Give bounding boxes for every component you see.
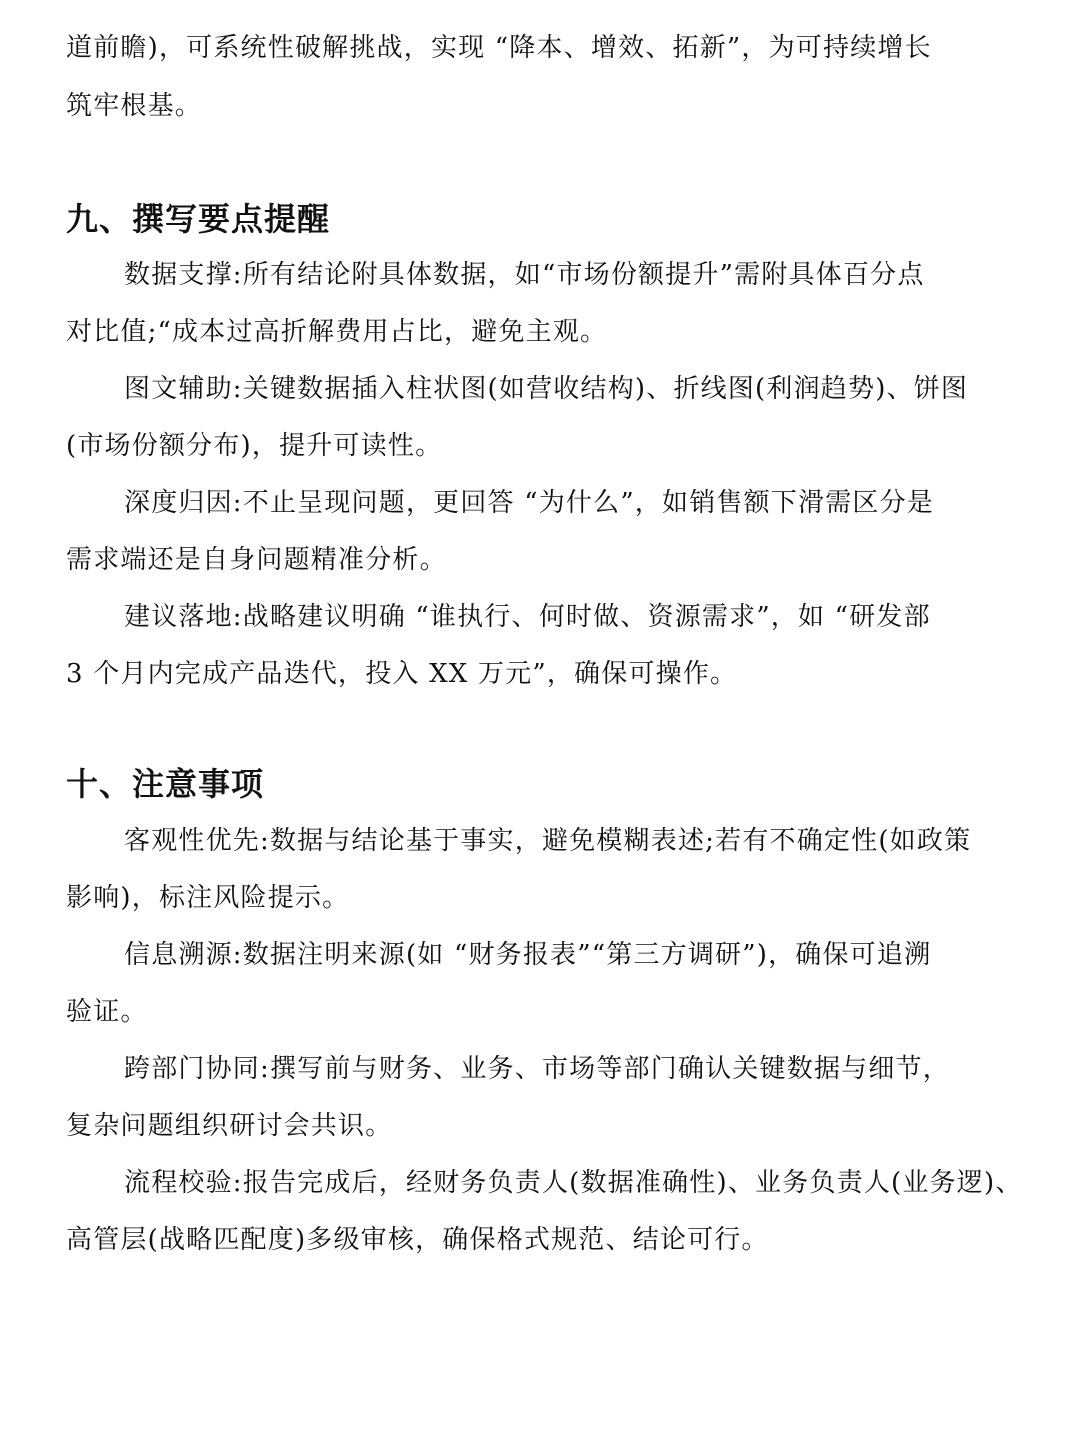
section-10-p4-line-1: 流程校验:报告完成后，经财务负责人(数据准确性)、业务负责人(业务逻)、 xyxy=(124,1168,1023,1198)
section-9-p1-line-2: 对比值;“成本过高折解费用占比，避免主观。 xyxy=(66,317,608,347)
section-9-p3-line-1: 深度归因:不止呈现问题，更回答 “为什么”，如销售额下滑需区分是 xyxy=(124,488,935,518)
section-9-p2-line-1: 图文辅助:关键数据插入柱状图(如营收结构)、折线图(利润趋势)、饼图 xyxy=(124,374,969,404)
section-10-p2-line-2: 验证。 xyxy=(66,997,148,1027)
section-10-p1-line-2: 影响)，标注风险提示。 xyxy=(66,883,350,913)
section-10-p3-line-2: 复杂问题组织研讨会共识。 xyxy=(66,1111,393,1141)
section-9-p4-line-1: 建议落地:战略建议明确 “谁执行、何时做、资源需求”，如 “研发部 xyxy=(124,602,931,632)
intro-continuation-line-1: 道前瞻)，可系统性破解挑战，实现 “降本、增效、拓新”，为可持续增长 xyxy=(66,33,932,63)
section-9-p3-line-2: 需求端还是自身问题精准分析。 xyxy=(66,545,447,575)
intro-continuation-line-2: 筑牢根基。 xyxy=(66,91,203,121)
section-10-p2-line-1: 信息溯源:数据注明来源(如 “财务报表”“第三方调研”)，确保可追溯 xyxy=(124,940,932,970)
section-9-p1-line-1: 数据支撑:所有结论附具体数据，如“市场份额提升”需附具体百分点 xyxy=(124,260,925,290)
section-10-p4-line-2: 高管层(战略匹配度)多级审核，确保格式规范、结论可行。 xyxy=(66,1225,769,1255)
section-10-p1-line-1: 客观性优先:数据与结论基于事实，避免模糊表述;若有不确定性(如政策 xyxy=(124,826,972,856)
section-9-p4-line-2: 3 个月内完成产品迭代，投入 XX 万元”，确保可操作。 xyxy=(66,659,738,689)
section-9-p2-line-2: (市场份额分布)，提升可读性。 xyxy=(66,431,443,461)
section-9-heading: 九、撰写要点提醒 xyxy=(66,200,331,238)
section-10-heading: 十、注意事项 xyxy=(66,765,265,803)
section-10-p3-line-1: 跨部门协同:撰写前与财务、业务、市场等部门确认关键数据与细节， xyxy=(124,1054,950,1084)
